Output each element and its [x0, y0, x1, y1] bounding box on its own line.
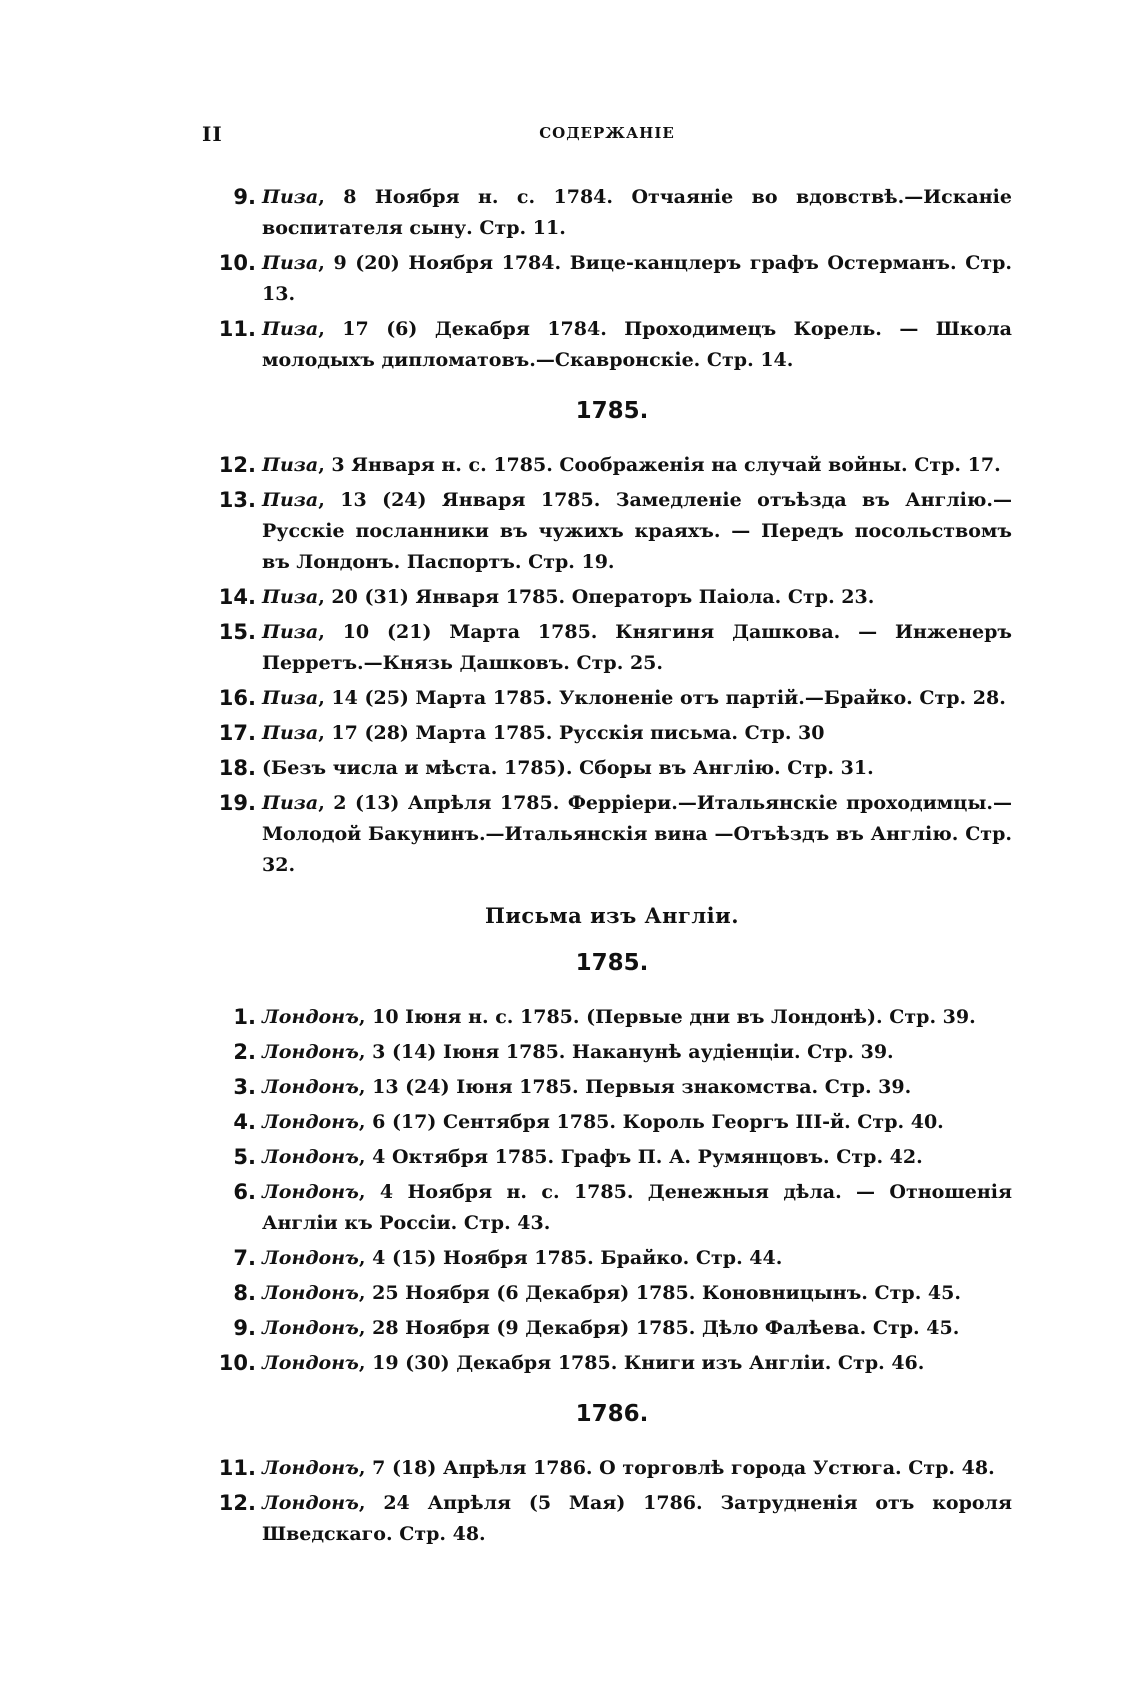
entry-place: Пиза	[262, 586, 319, 608]
entry-place: Пиза	[262, 792, 319, 814]
entry-text: , 10 (21) Марта 1785. Княгиня Дашкова. — Инженеръ Перретъ.—Князь Дашковъ. Стр. 25.	[262, 621, 1012, 674]
toc-entry	[212, 314, 1012, 376]
section-heading: Письма изъ Англіи.	[484, 903, 740, 928]
entry-place: Пиза	[262, 318, 319, 340]
entry-text: , 14 (25) Марта 1785. Уклоненіе отъ партій.—Брайко. Стр. 28.	[318, 687, 1006, 709]
entry-text: , 20 (31) Января 1785. Операторъ Паіола. Стр. 23.	[318, 586, 875, 608]
year-heading: 1785.	[575, 950, 649, 976]
toc-entry	[212, 1313, 1012, 1344]
year-heading: 1786.	[575, 1401, 649, 1427]
toc-entry	[212, 450, 1012, 481]
entry-number: 15.	[218, 620, 256, 644]
entry-text: , 4 (15) Ноября 1785. Брайко. Стр. 44.	[358, 1247, 783, 1269]
toc-entry	[212, 1037, 1012, 1068]
entry-number: 2.	[233, 1040, 256, 1064]
toc-entry	[212, 683, 1012, 714]
entry-number: 6.	[233, 1180, 256, 1204]
entry-place: Пиза	[262, 722, 319, 744]
entry-number: 13.	[218, 488, 256, 512]
entry-number: 5.	[233, 1145, 256, 1169]
toc-group-1784	[212, 182, 1012, 376]
entry-number: 8.	[233, 1281, 256, 1305]
entry-number: 9.	[233, 1316, 256, 1340]
toc-entry	[212, 1072, 1012, 1103]
entry-text: , 2 (13) Апрѣля 1785. Ферріери.—Итальянскіе проходимцы.—Молодой Бакунинъ.—Итальянскія вина —Отъѣздъ въ Англію. Стр. 32.	[262, 792, 1012, 876]
toc-entry	[212, 788, 1012, 881]
entry-number: 3.	[233, 1075, 256, 1099]
entry-number: 18.	[218, 756, 256, 780]
entry-number: 10.	[218, 251, 256, 275]
entry-number: 19.	[218, 791, 256, 815]
toc-group-1785-england	[212, 1002, 1012, 1379]
entry-place: Лондонъ	[262, 1146, 359, 1168]
toc-entry	[212, 1488, 1012, 1550]
entry-place: Лондонъ	[262, 1282, 359, 1304]
entry-text: , 19 (30) Декабря 1785. Книги изъ Англіи. Стр. 46.	[358, 1352, 925, 1374]
entry-text: , 17 (6) Декабря 1784. Проходимецъ Корель. — Школа молодыхъ дипломатовъ.—Скавронскіе. Стр. 14.	[262, 318, 1012, 371]
toc-entry	[212, 718, 1012, 749]
toc-group-1786	[212, 1453, 1012, 1550]
toc-entry	[212, 182, 1012, 244]
entry-place: Лондонъ	[262, 1111, 359, 1133]
entry-text: , 4 Октября 1785. Графъ П. А. Румянцовъ. Стр. 42.	[358, 1146, 923, 1168]
entry-text: , 3 Января н. с. 1785. Соображенія на случай войны. Стр. 17.	[318, 454, 1001, 476]
table-of-contents	[212, 182, 1012, 1554]
entry-number: 12.	[218, 453, 256, 477]
toc-group-1785-italy	[212, 450, 1012, 881]
entry-text: , 6 (17) Сентября 1785. Король Георгъ III-й. Стр. 40.	[358, 1111, 944, 1133]
toc-entry	[212, 1278, 1012, 1309]
entry-text: , 24 Апрѣля (5 Мая) 1786. Затрудненія отъ короля Шведскаго. Стр. 48.	[262, 1492, 1012, 1545]
entry-text: , 13 (24) Іюня 1785. Первыя знакомства. Стр. 39.	[358, 1076, 912, 1098]
entry-place: Пиза	[262, 454, 319, 476]
entry-text: , 13 (24) Января 1785. Замедленіе отъѣзда въ Англію.—Русскіе посланники въ чужихъ краяхъ. — Передъ посольствомъ въ Лондонъ. Паспортъ. Стр. 19.	[262, 489, 1012, 573]
entry-text: , 9 (20) Ноября 1784. Вице-канцлеръ графъ Остерманъ. Стр. 13.	[262, 252, 1012, 305]
entry-number: 16.	[218, 686, 256, 710]
toc-entry	[212, 485, 1012, 578]
entry-number: 11.	[218, 317, 256, 341]
entry-place: Лондонъ	[262, 1352, 359, 1374]
toc-entry	[212, 1453, 1012, 1484]
toc-entry	[212, 617, 1012, 679]
entry-text: , 28 Ноября (9 Декабря) 1785. Дѣло Фалѣева. Стр. 45.	[358, 1317, 960, 1339]
entry-place: Пиза	[262, 252, 319, 274]
entry-number: 17.	[218, 721, 256, 745]
toc-entry	[212, 1348, 1012, 1379]
page-number: II	[202, 122, 223, 146]
entry-text: , 3 (14) Іюня 1785. Наканунѣ аудіенціи. Стр. 39.	[358, 1041, 894, 1063]
entry-text: (Безъ числа и мѣста. 1785). Сборы въ Англію. Стр. 31.	[262, 757, 874, 779]
entry-place: Пиза	[262, 621, 319, 643]
toc-entry	[212, 1002, 1012, 1033]
entry-number: 11.	[218, 1456, 256, 1480]
entry-place: Лондонъ	[262, 1317, 359, 1339]
entry-place: Лондонъ	[262, 1006, 359, 1028]
entry-number: 1.	[233, 1005, 256, 1029]
entry-place: Пиза	[262, 687, 319, 709]
entry-number: 7.	[233, 1246, 256, 1270]
entry-number: 12.	[218, 1491, 256, 1515]
entry-number: 10.	[218, 1351, 256, 1375]
entry-number: 14.	[218, 585, 256, 609]
toc-entry	[212, 1107, 1012, 1138]
entry-text: , 7 (18) Апрѣля 1786. О торговлѣ города Устюга. Стр. 48.	[358, 1457, 995, 1479]
entry-text: , 10 Іюня н. с. 1785. (Первые дни въ Лондонѣ). Стр. 39.	[358, 1006, 976, 1028]
entry-place: Пиза	[262, 489, 319, 511]
entry-place: Лондонъ	[262, 1492, 359, 1514]
page-title: СОДЕРЖАНІЕ	[539, 124, 675, 142]
toc-entry	[212, 1142, 1012, 1173]
year-heading: 1785.	[575, 398, 649, 424]
entry-text: , 17 (28) Марта 1785. Русскія письма. Стр. 30	[318, 722, 825, 744]
running-head	[202, 122, 1012, 146]
toc-entry	[212, 582, 1012, 613]
entry-number: 4.	[233, 1110, 256, 1134]
toc-entry	[212, 1177, 1012, 1239]
entry-text: , 8 Ноября н. с. 1784. Отчаяніе во вдовствѣ.—Исканіе воспитателя сыну. Стр. 11.	[262, 186, 1012, 239]
entry-text: , 25 Ноября (6 Декабря) 1785. Коновницынъ. Стр. 45.	[358, 1282, 961, 1304]
toc-entry	[212, 1243, 1012, 1274]
entry-place: Лондонъ	[262, 1076, 359, 1098]
toc-entry	[212, 248, 1012, 310]
entry-number: 9.	[233, 185, 256, 209]
entry-place: Лондонъ	[262, 1041, 359, 1063]
entry-place: Лондонъ	[262, 1457, 359, 1479]
entry-place: Пиза	[262, 186, 319, 208]
toc-entry	[212, 753, 1012, 784]
entry-place: Лондонъ	[262, 1247, 359, 1269]
entry-text: , 4 Ноября н. с. 1785. Денежныя дѣла. — Отношенія Англіи къ Россіи. Стр. 43.	[262, 1181, 1012, 1234]
entry-place: Лондонъ	[262, 1181, 359, 1203]
